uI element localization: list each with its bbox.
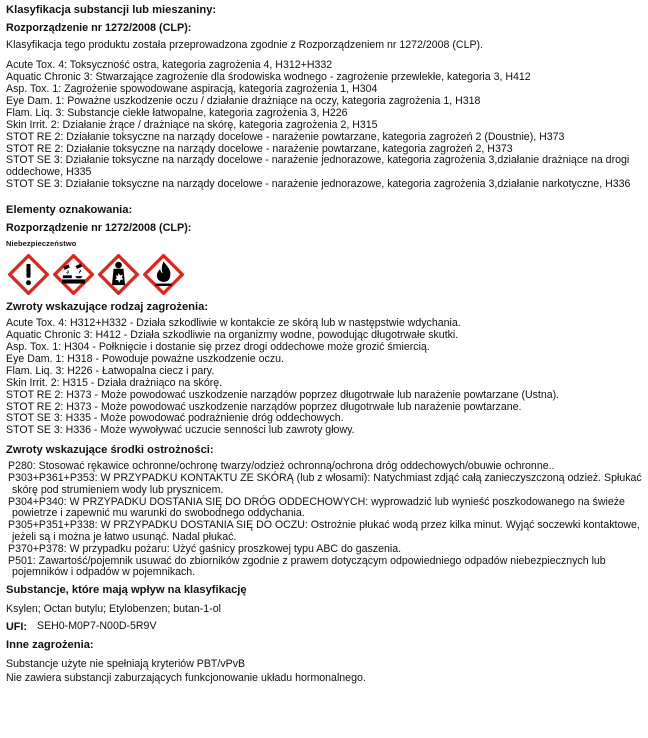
corrosion-icon [53,254,94,295]
flame-icon [143,254,184,295]
precautionary-statement: P305+P351+P338: W PRZYPADKU DOSTANIA SIĘ DO OCZU: Ostrożnie płukać wodą przez kilka minut. Wyjąć soczewki kontaktowe, [8,519,640,532]
substances-heading: Substancje, które mają wpływ na klasyfikację [6,584,247,597]
precautionary-statement: P304+P340: W PRZYPADKU DOSTANIA SIĘ DO DRÓG ODDECHOWYCH: wyprowadzić lub wynieść poszkodowanego na świeże [8,495,625,508]
precautionary-statement-continued: powietrze i zapewnić mu warunki do swobodnego oddychania. [12,507,305,520]
signal-word: Niebezpieczeństwo [6,239,77,249]
precautionary-statement-continued: jeżeli są i można je łatwo usunąć. Nadal płukać. [12,531,237,544]
hazard-statement: STOT RE 2: H373 - Może powodować uszkodzenie narządów poprzez długotrwałe lub narażenie powtarzane (Ustna). [6,388,560,401]
ufi-label: UFI: [6,621,27,634]
other-hazards-heading: Inne zagrożenia: [6,639,94,652]
precautionary-statement-continued: pojemników i odpadów w pojemnikach. [12,566,196,579]
ufi-value: SEH0-M0P7-N00D-5R9V [37,620,157,633]
classification-item: STOT RE 2: Działanie toksyczne na narządy docelowe - narażenie powtarzane, kategoria zagrożeń 2 (Doustnie), H373 [6,130,565,143]
hazard-statement: Acute Tox. 4: H312+H332 - Działa szkodliwie w kontakcie ze skórą lub w następstwie wdychania. [6,317,461,330]
precautionary-list [6,461,642,579]
hazard-statement: STOT SE 3: H336 - Może wywoływać uczucie senności lub zawroty głowy. [6,424,355,437]
substances-list: Ksylen; Octan butylu; Etylobenzen; butan-1-ol [6,603,221,616]
exclamation-mark-icon [8,254,49,295]
classification-regulation: Rozporządzenie nr 1272/2008 (CLP): [6,22,192,34]
classification-item-continued: oddechowe, H335 [6,166,92,179]
precautionary-statement: P280: Stosować rękawice ochronne/ochronę twarzy/odzież ochronną/ochrona dróg oddechowych/obuwie ochronne.. [8,460,555,473]
classification-item: Eye Dam. 1: Poważne uszkodzenie oczu / działanie drażniące na oczy, kategoria zagrożenia 1, H318 [6,94,481,107]
hazard-statements-list [6,318,642,437]
classification-list [6,60,642,191]
health-hazard-icon [98,254,139,295]
classification-item: STOT SE 3: Działanie toksyczne na narządy docelowe - narażenie jednorazowe, kategoria zagrożenia 3,działanie drażniące na drogi [6,154,630,167]
hazard-statement: STOT RE 2: H373 - Może powodować uszkodzenie narządów poprzez długotrwałe lub narażenie powtarzane. [6,400,522,413]
labelling-heading: Elementy oznakowania: [6,204,133,217]
hazard-statement: Asp. Tox. 1: H304 - Połknięcie i dostanie się przez drogi oddechowe może grozić śmiercią. [6,340,430,353]
ufi-row [6,620,642,634]
classification-heading: Klasyfikacja substancji lub mieszaniny: [6,4,217,16]
precautionary-statement: P501: Zawartość/pojemnik usuwać do zbiorników zgodnie z prawem dotyczącym odpowiedniego odpadów niebezpiecznych lub [8,554,606,567]
precautionary-heading: Zwroty wskazujące środki ostrożności: [6,444,214,457]
classification-intro: Klasyfikacja tego produktu została przeprowadzona zgodnie z Rozporządzeniem nr 1272/2008 (CLP). [6,39,483,51]
hazard-statement: Aquatic Chronic 3: H412 - Działa szkodliwie na organizmy wodne, powodując długotrwałe skutki. [6,329,459,342]
hazard-statement: Flam. Liq. 3: H226 - Łatwopalna ciecz i pary. [6,364,215,377]
hazard-statement: STOT SE 3: H335 - Może powodować podrażnienie dróg oddechowych. [6,412,344,425]
labelling-regulation: Rozporządzenie nr 1272/2008 (CLP): [6,222,192,235]
hazard-statement: Skin Irrit. 2: H315 - Działa drażniąco na skórę. [6,376,223,389]
classification-item: Asp. Tox. 1: Zagrożenie spowodowane aspiracją, kategoria zagrożenia 1, H304 [6,83,378,96]
precautionary-statement: P370+P378: W przypadku pożaru: Użyć gaśnicy proszkowej typu ABC do gaszenia. [8,542,402,555]
other-hazards-line: Substancje użyte nie spełniają kryteriów PBT/vPvB [6,658,246,671]
classification-item: Flam. Liq. 3: Substancje ciekłe łatwopalne, kategoria zagrożenia 3, H226 [6,106,348,119]
ghs-pictograms [8,252,642,296]
precautionary-statement: P303+P361+P353: W PRZYPADKU KONTAKTU ZE SKÓRĄ (lub z włosami): Natychmiast zdjąć całą zanieczyszczoną odzież. Spłukać [8,472,642,485]
classification-item: Acute Tox. 4: Toksyczność ostra, kategoria zagrożenia 4, H312+H332 [6,59,333,72]
precautionary-statement-continued: skórę pod strumieniem wody lub prysznicem. [12,483,224,496]
hazard-statements-heading: Zwroty wskazujące rodzaj zagrożenia: [6,301,209,314]
other-hazards-line: Nie zawiera substancji zaburzających funkcjonowanie układu hormonalnego. [6,671,366,684]
classification-item: STOT SE 3: Działanie toksyczne na narządy docelowe - narażenie jednorazowe, kategoria zagrożenia 3,działanie narkotyczne, H336 [6,178,631,191]
hazard-statement: Eye Dam. 1: H318 - Powoduje poważne uszkodzenie oczu. [6,352,284,365]
classification-item: Skin Irrit. 2: Działanie żrące / drażniące na skórę, kategoria zagrożenia 2, H315 [6,118,378,131]
classification-item: STOT RE 2: Działanie toksyczne na narządy docelowe - narażenie powtarzane, kategoria zagrożeń 2, H373 [6,142,513,155]
classification-item: Aquatic Chronic 3: Stwarzające zagrożenie dla środowiska wodnego - zagrożenie przewlekłe, kategoria 3, H412 [6,71,531,84]
